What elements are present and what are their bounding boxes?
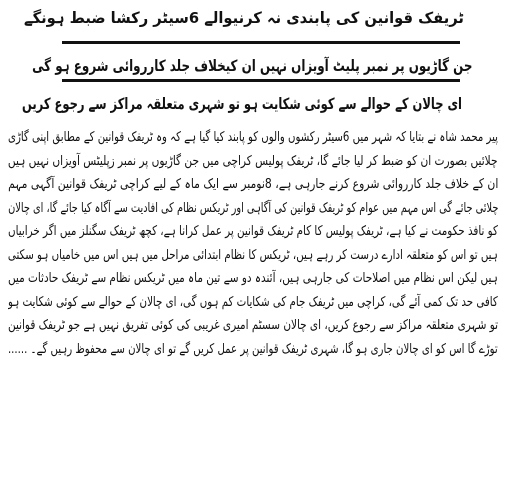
article-line: ہیں تو اس کو متعلقہ ادارے درست کر رہے ہیں، ٹریکس کا نظام ابتدائی مراحل میں ہیں اس میں خامیاں ہو سکتی bbox=[8, 247, 498, 263]
article-line: ان کے خلاف جلد کارروائی شروع کرنے جارہی ہے، 8نومبر سے ایک ماہ کے لیے کراچی ٹریفک قوانین آگہی مہم bbox=[8, 177, 498, 192]
headline-tertiary: ای چالان کے حوالے سے کوئی شکایت ہو تو شہری متعلقہ مراکز سے رجوع کریں bbox=[21, 95, 462, 113]
article-line: تو شہری متعلقہ مراکز سے رجوع کریں، ای چالان سسٹم امیری غریبی کی کوئی تفریق نہیں ہے جو ٹریفک قوانین bbox=[8, 318, 498, 333]
headline-divider-bottom bbox=[62, 79, 460, 82]
article-line: پیر محمد شاہ نے بتایا کہ شہر میں 6سیٹر رکشوں والوں کو پابند کیا گیا ہے کہ وہ ٹریفک قوانین کے مطابق اپنی گاڑی bbox=[8, 130, 498, 145]
article-line: ہیں لیکن اس نظام میں اصلاحات کی جارہی ہیں، آئندہ دو سے تین ماہ میں ٹریکس نظام سے ٹریفک حادثات میں bbox=[8, 271, 498, 286]
headline-primary: ٹریفک قوانین کی پابندی نہ کرنیوالے 6سیٹر رکشا ضبط ہونگے bbox=[24, 9, 464, 27]
article-body bbox=[8, 126, 498, 361]
headline-divider-top bbox=[62, 41, 460, 44]
article-line: کو نافذ حکومت نے کیا ہے، ٹریفک پولیس کا کام ٹریفک قوانین پر عمل کرانا ہے، کچھ ٹریفک سگنلز میں اگر خرابیاں bbox=[8, 224, 498, 239]
article-line: چلائیں بصورت ان کو ضبط کر لیا جائے گا، ٹریفک پولیس کراچی میں جن گاڑیوں پر نمبر زپلیٹس آویزاں نہیں ہیں bbox=[8, 153, 498, 169]
headline-secondary: جن گاڑیوں پر نمبر پلیٹ آویزاں نہیں ان کیخلاف جلد کارروائی شروع ہو گی bbox=[31, 57, 472, 75]
article-line: چلائی جائے گی اس مہم میں عوام کو ٹریفک قوانین کی آگاہی اور ٹریکس نظام کی افادیت سے آگاہ کیا جائے گا، ای چالان bbox=[8, 200, 498, 216]
article-line: کافی حد تک کمی آئے گی، کراچی میں ٹریفک جام کی شکایات کم ہوں گی، ای چالان کے حوالے سے کوئی شکایت ہو bbox=[8, 294, 498, 310]
article-line: توڑے گا اس کو ای چالان جاری ہو گا، شہری ٹریفک قوانین پر عمل کریں گے تو ای چالان سے محفوظ رہیں گے۔ ...... bbox=[8, 341, 498, 357]
